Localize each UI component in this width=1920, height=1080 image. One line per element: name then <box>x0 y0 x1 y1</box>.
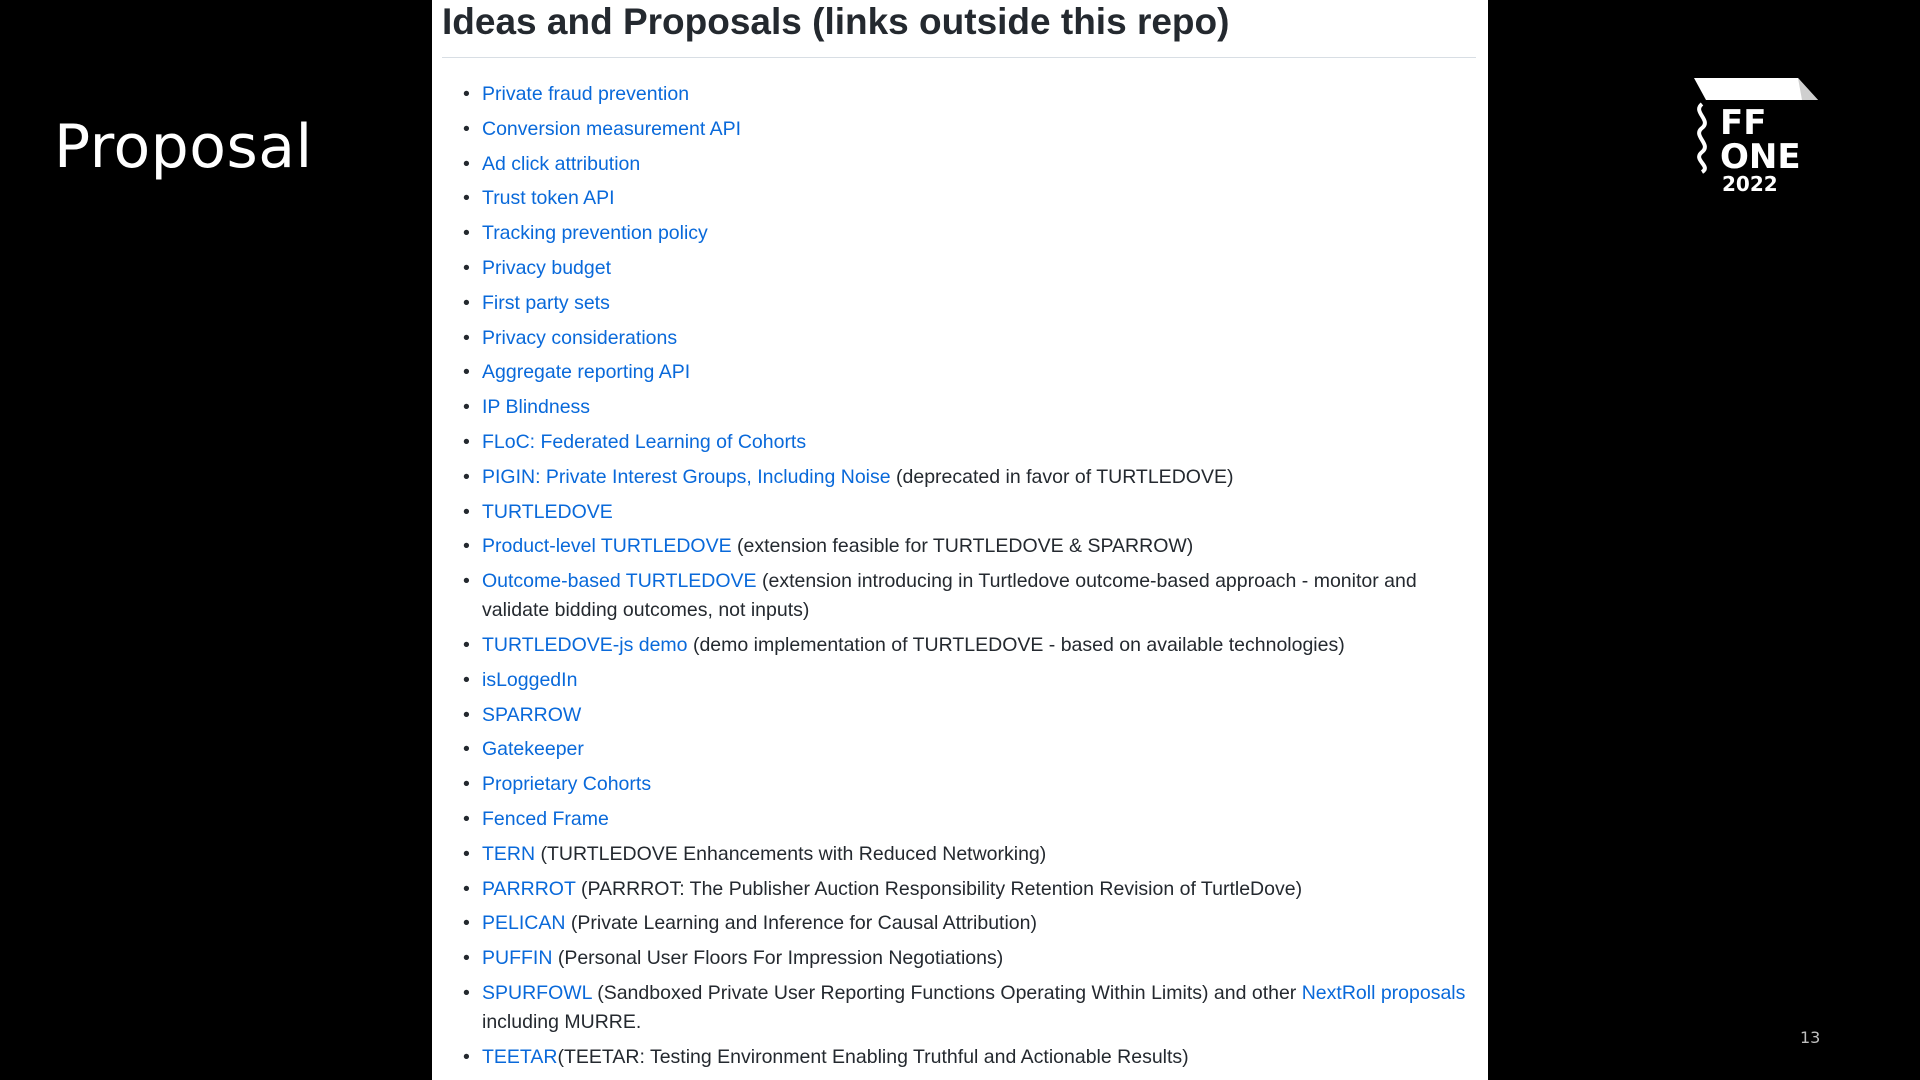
proposal-link[interactable]: First party sets <box>482 291 610 314</box>
logo-text-year: 2022 <box>1722 172 1778 196</box>
proposal-list <box>482 80 1482 1078</box>
proposal-description: (Sandboxed Private User Reporting Functions Operating Within Limits) and other <box>591 981 1302 1004</box>
proposal-link[interactable]: Outcome-based TURTLEDOVE <box>482 570 757 593</box>
list-item <box>482 289 1482 318</box>
list-item <box>482 631 1482 660</box>
proposal-link[interactable]: Ad click attribution <box>482 152 641 175</box>
proposal-link-secondary[interactable]: NextRoll proposals <box>1301 981 1466 1004</box>
slide-title: Proposal <box>54 112 313 182</box>
proposal-description: (extension introducing in Turtledove outcome-based approach - monitor and validate bidding outcomes, not inputs) <box>482 570 1417 622</box>
list-item <box>482 150 1482 179</box>
proposal-description: (TURTLEDOVE Enhancements with Reduced Networking) <box>535 842 1047 865</box>
proposal-link[interactable]: Aggregate reporting API <box>482 361 691 384</box>
list-item <box>482 219 1482 248</box>
proposal-link[interactable]: PARRROT <box>482 877 576 900</box>
list-item <box>482 944 1482 973</box>
proposal-link[interactable]: isLoggedIn <box>482 668 578 691</box>
proposal-link[interactable]: Fenced Frame <box>482 807 609 830</box>
list-item <box>482 770 1482 799</box>
list-item <box>482 358 1482 387</box>
list-item <box>482 666 1482 695</box>
list-item <box>482 840 1482 869</box>
proposal-link[interactable]: TURTLEDOVE-js demo <box>482 633 688 656</box>
proposal-description: (deprecated in favor of TURTLEDOVE) <box>890 465 1234 488</box>
logo-text-ff: FF <box>1720 103 1767 143</box>
proposal-link[interactable]: PIGIN: Private Interest Groups, Including Noise <box>482 465 891 488</box>
list-item <box>482 701 1482 730</box>
page-heading: Ideas and Proposals (links outside this repo) <box>442 0 1476 58</box>
list-item <box>482 184 1482 213</box>
proposal-link[interactable]: Conversion measurement API <box>482 117 742 140</box>
list-item <box>482 532 1482 561</box>
list-item <box>482 463 1482 492</box>
proposal-link[interactable]: FLoC: Federated Learning of Cohorts <box>482 430 807 453</box>
proposal-link[interactable]: Trust token API <box>482 187 615 210</box>
document-panel <box>432 0 1488 1080</box>
proposal-link[interactable]: Privacy budget <box>482 256 611 279</box>
list-item <box>482 498 1482 527</box>
proposal-link[interactable]: Proprietary Cohorts <box>482 773 652 796</box>
proposal-description-tail: including MURRE. <box>482 1010 642 1033</box>
proposal-description: (TEETAR: Testing Environment Enabling Truthful and Actionable Results) <box>557 1045 1189 1068</box>
list-item <box>482 979 1482 1037</box>
proposal-link[interactable]: Private fraud prevention <box>482 83 690 105</box>
proposal-link[interactable]: IP Blindness <box>482 396 591 419</box>
list-item <box>482 393 1482 422</box>
offone-logo-icon <box>1690 76 1825 196</box>
proposal-link[interactable]: TEETAR <box>482 1045 558 1068</box>
page-number: 13 <box>1800 1028 1821 1047</box>
proposal-link[interactable]: TURTLEDOVE <box>482 500 613 523</box>
proposal-link[interactable]: Product-level TURTLEDOVE <box>482 535 732 558</box>
list-item <box>482 1043 1482 1072</box>
proposal-description: (extension feasible for TURTLEDOVE & SPARROW) <box>731 535 1194 558</box>
proposal-description: (Private Learning and Inference for Causal Attribution) <box>565 912 1037 935</box>
list-item <box>482 324 1482 353</box>
list-item <box>482 909 1482 938</box>
list-item <box>482 875 1482 904</box>
proposal-link[interactable]: PUFFIN <box>482 947 553 970</box>
proposal-link[interactable]: Gatekeeper <box>482 738 584 761</box>
proposal-link[interactable]: SPARROW <box>482 703 582 726</box>
list-item <box>482 805 1482 834</box>
list-item <box>482 254 1482 283</box>
proposal-description: (Personal User Floors For Impression Negotiations) <box>552 947 1004 970</box>
list-item <box>482 567 1482 625</box>
proposal-description: (demo implementation of TURTLEDOVE - based on available technologies) <box>687 633 1345 656</box>
list-item <box>482 735 1482 764</box>
proposal-description: (PARRROT: The Publisher Auction Responsibility Retention Revision of TurtleDove) <box>575 877 1303 900</box>
list-item <box>482 115 1482 144</box>
proposal-link[interactable]: TERN <box>482 842 536 865</box>
list-item <box>482 428 1482 457</box>
proposal-link[interactable]: Privacy considerations <box>482 326 678 349</box>
logo-text-one: ONE <box>1720 137 1801 177</box>
proposal-link[interactable]: PELICAN <box>482 912 566 935</box>
proposal-link[interactable]: SPURFOWL <box>482 981 592 1004</box>
proposal-link[interactable]: Tracking prevention policy <box>482 222 708 245</box>
list-item <box>482 80 1482 109</box>
